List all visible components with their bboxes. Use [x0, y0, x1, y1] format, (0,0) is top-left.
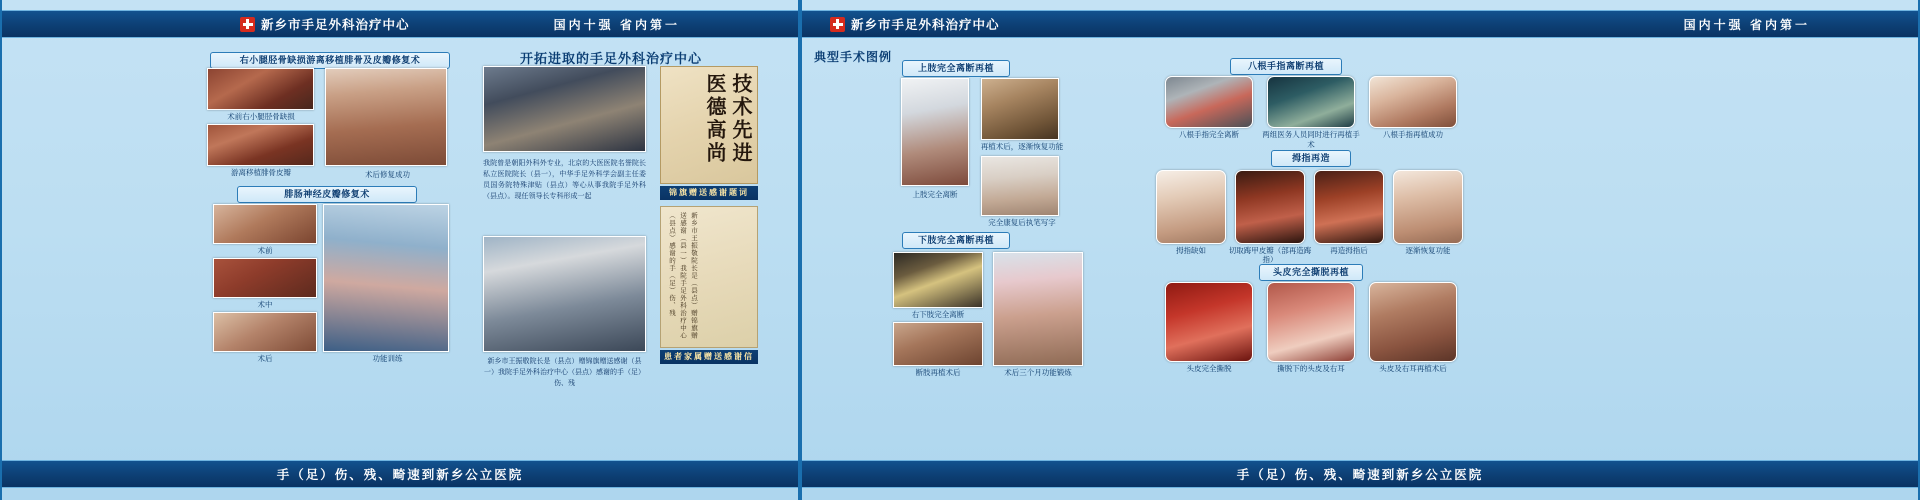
left-header-brand — [0, 15, 410, 33]
photo-lower-limb-rehab — [993, 252, 1083, 366]
caption-eight-fingers-success: 八根手指再植成功 — [1383, 130, 1443, 139]
calligraphy-banner-bottom: 患者家属赠送感谢信 — [660, 350, 758, 364]
photo-upper-limb-replant-recovery — [981, 78, 1059, 140]
photo-thumb-reconstructed — [1314, 170, 1384, 244]
caption-sural-preop: 术前 — [257, 246, 273, 255]
caption-tibia-preop: 术前右小腿胫骨缺损 — [227, 112, 295, 121]
caption-thumb-flap-harvest: 切取踇甲皮瓣（部再造踇指） — [1228, 246, 1312, 264]
calligraphy-banner-top: 锦旗赠送感谢题词 — [660, 186, 758, 200]
photo-lower-limb-amputation — [893, 252, 983, 308]
caption-fibula-graft: 游离移植腓骨皮瓣 — [231, 168, 291, 177]
thank-you-letter — [660, 206, 758, 348]
caption-sural-postop: 术后 — [257, 354, 273, 363]
caption-lower-limb-amputation: 右下肢完全离断 — [911, 310, 965, 319]
right-header-bar — [800, 10, 1920, 38]
photo-eight-fingers-amputated — [1165, 76, 1253, 128]
photo-tibia-postop — [325, 68, 447, 166]
photo-upper-limb-amputation — [901, 78, 969, 186]
photo-sural-postop — [213, 312, 317, 352]
photo-scalp-avulsed — [1165, 282, 1253, 362]
photo-thumb-function-recovery — [1393, 170, 1463, 244]
section-title-upper-limb: 上肢完全离断再植 — [902, 60, 1010, 77]
left-poster-panel — [0, 0, 800, 500]
right-header-brand — [800, 15, 1000, 33]
caption-thumb-missing: 拇指缺如 — [1176, 246, 1206, 255]
caption-upper-limb-replant-recovery: 再植术后，逐渐恢复功能 — [980, 142, 1064, 151]
photo-thumb-flap-harvest — [1235, 170, 1305, 244]
photo-fibula-graft — [207, 124, 314, 166]
photo-tibia-preop — [207, 68, 314, 110]
photo-consultation — [483, 236, 646, 352]
photo-sural-intraop — [213, 258, 317, 298]
caption-scalp-detached-piece: 撕脱下的头皮及右耳 — [1277, 364, 1345, 373]
section-title-sural-flap: 腓肠神经皮瓣修复术 — [237, 186, 417, 203]
section-title-lower-limb: 下肢完全离断再植 — [902, 232, 1010, 249]
photo-eight-fingers-success — [1369, 76, 1457, 128]
photo-scalp-detached-piece — [1267, 282, 1355, 362]
calligraphy-text: 技术先进医德高尚 — [703, 73, 751, 165]
section-title-tibia-repair: 右小腿胫骨缺损游离移植腓骨及皮瓣修复术 — [210, 52, 450, 69]
right-footer-bar: 手（足）伤、残、畸速到新乡公立医院 — [800, 460, 1920, 488]
caption-consultation-text: 新乡市王振敬院长是（县点）赠锦旗赠送感谢（县一）我院手足外科治疗中心（县点）感谢的手（足）伤、残 — [484, 357, 645, 387]
center-main-title: 开拓进取的手足外科治疗中心 — [520, 51, 703, 66]
photo-thumb-missing — [1156, 170, 1226, 244]
caption-thumb-reconstructed: 再造拇指后 — [1330, 246, 1368, 255]
caption-lower-limb-replant-postop: 断肢再植术后 — [915, 368, 961, 377]
caption-sural-intraop: 术中 — [257, 300, 273, 309]
section-title-scalp-replant: 头皮完全撕脱再植 — [1259, 264, 1363, 281]
photo-sural-preop — [213, 204, 317, 244]
caption-upper-limb-amputation: 上肢完全离断 — [912, 190, 958, 199]
photo-eight-fingers-surgery — [1267, 76, 1355, 128]
caption-rehab-training: 功能训练 — [372, 354, 403, 363]
right-main-title: 典型手术图例 — [814, 50, 893, 64]
medical-cross-icon — [240, 17, 255, 32]
photo-lower-limb-replant-postop — [893, 322, 983, 366]
left-header-slogan: 国内十强 省内第一 — [553, 17, 680, 32]
left-footer-bar: 手（足）伤、残、畸速到新乡公立医院 — [0, 460, 800, 488]
caption-scalp-avulsed: 头皮完全撕脱 — [1186, 364, 1232, 373]
caption-upper-limb-writing: 完全康复后执笔写字 — [988, 218, 1056, 227]
photo-upper-limb-writing — [981, 156, 1059, 216]
photo-rehab-training — [323, 204, 449, 352]
caption-eight-fingers-amputated: 八根手指完全离断 — [1179, 130, 1239, 139]
photo-scalp-replanted — [1369, 282, 1457, 362]
right-header-slogan: 国内十强 省内第一 — [1683, 17, 1810, 32]
caption-lower-limb-rehab: 术后三个月功能锻炼 — [1004, 368, 1072, 377]
right-poster-panel — [800, 0, 1920, 500]
medical-cross-icon — [830, 17, 845, 32]
section-title-thumb-reconstruction: 拇指再造 — [1271, 150, 1351, 167]
center-description-text: 我院曾是朝阳外科外专业，北京的大医医院名誉院长私立医院院长（县一），中华手足外科学会副主任委员国务院特殊津贴（县点）等心从事我院手足外科（县点）。现任领导长专科形成一起 — [483, 159, 646, 200]
caption-thumb-function-recovery: 逐渐恢复功能 — [1405, 246, 1451, 255]
caption-tibia-postop: 术后修复成功 — [365, 170, 410, 179]
left-header-title: 新乡市手足外科治疗中心 — [261, 18, 410, 32]
thank-you-letter-text: 新乡市王振敬院长是（县点）赠锦旗赠送感谢（县一）我院手足外科治疗中心（县点）感谢的手（足）伤、残 — [668, 212, 697, 340]
section-title-eight-fingers: 八根手指离断再植 — [1230, 58, 1342, 75]
photo-leaders-group — [483, 66, 646, 152]
caption-scalp-replanted: 头皮及右耳再植术后 — [1379, 364, 1447, 373]
right-header-title: 新乡市手足外科治疗中心 — [851, 18, 1000, 32]
calligraphy-scroll — [660, 66, 758, 184]
left-header-bar — [0, 10, 800, 38]
caption-eight-fingers-surgery: 两组医务人员同时进行再植手术 — [1262, 130, 1360, 149]
